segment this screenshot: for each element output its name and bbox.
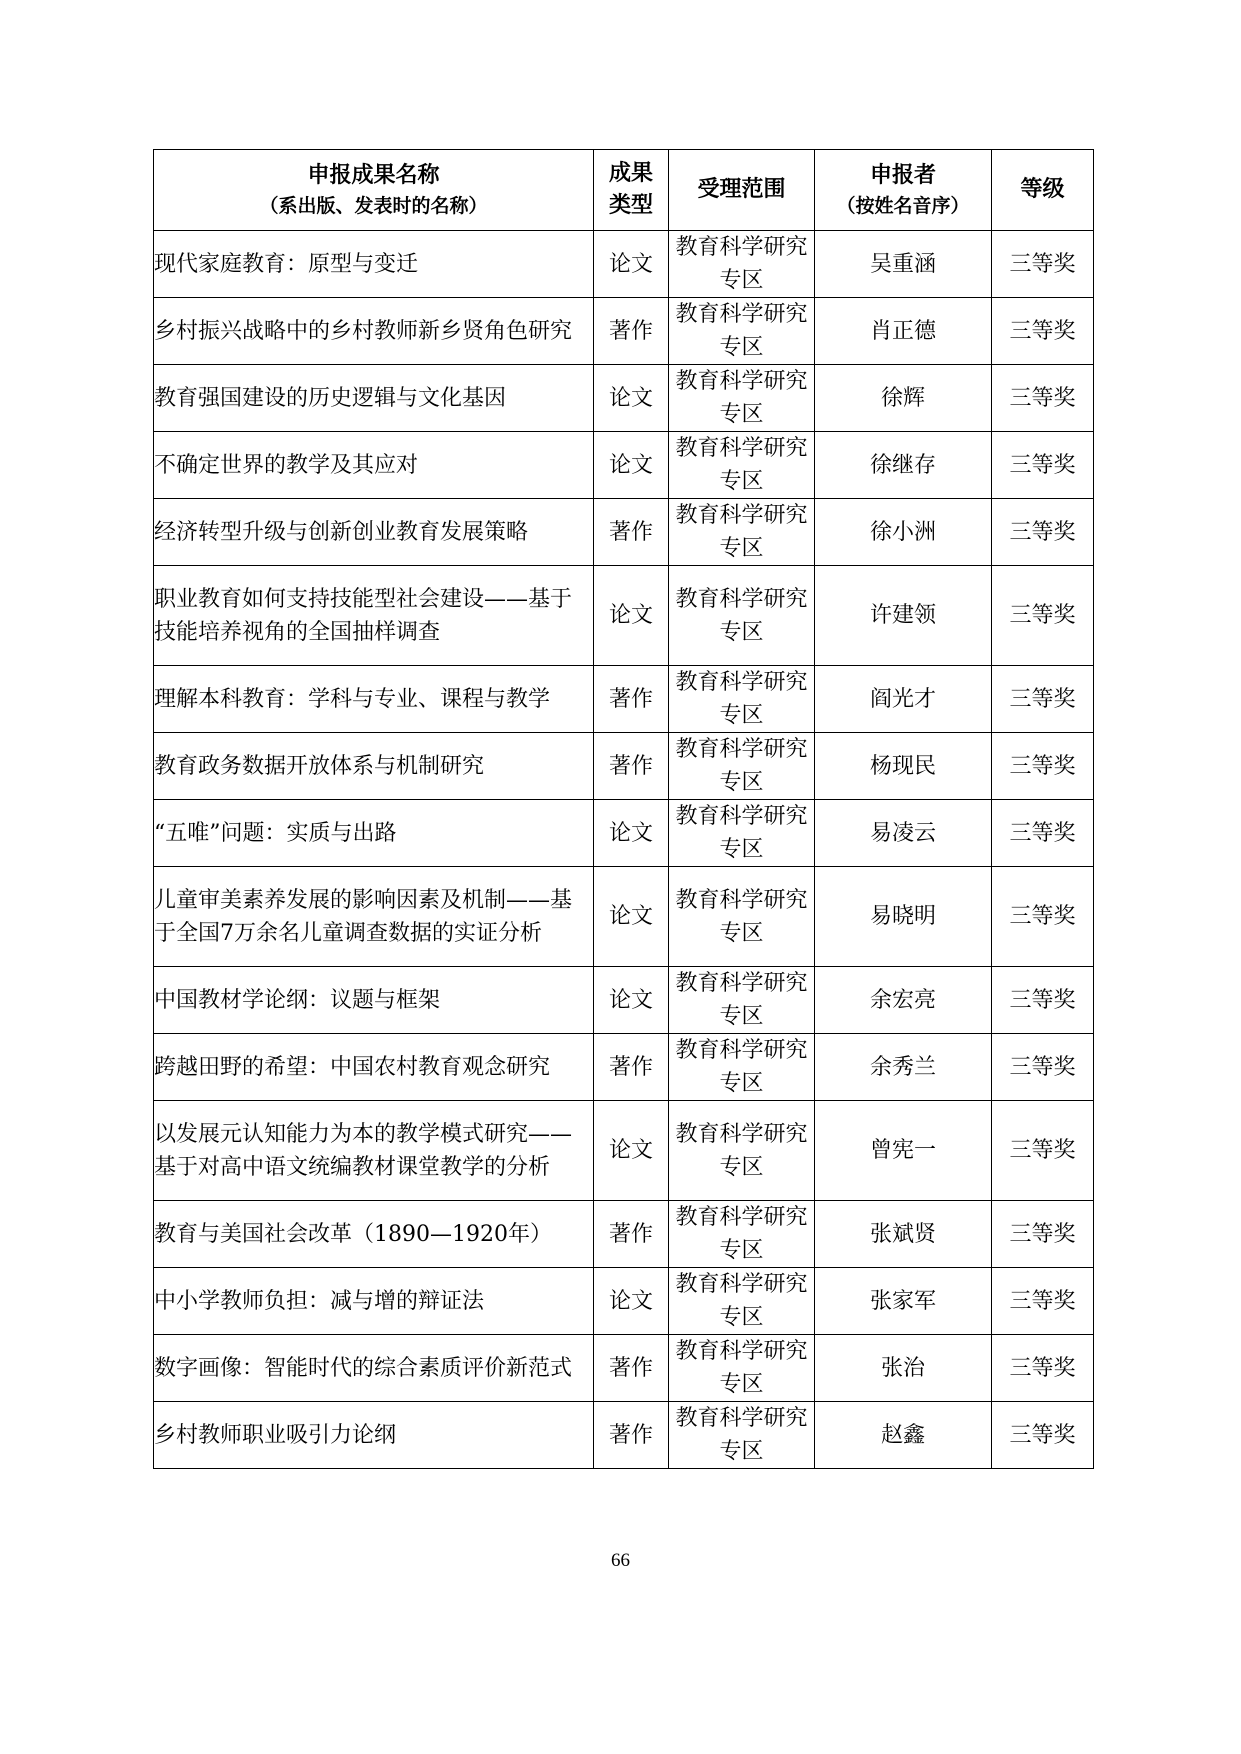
cell-type: 论文 — [594, 967, 669, 1034]
cell-type: 论文 — [594, 1268, 669, 1335]
cell-title: 乡村振兴战略中的乡村教师新乡贤角色研究 — [154, 298, 594, 365]
table-row — [154, 432, 1094, 499]
cell-grade: 三等奖 — [992, 566, 1094, 666]
cell-scope: 教育科学研究专区 — [669, 867, 815, 967]
cell-author: 张治 — [815, 1335, 992, 1402]
cell-author: 张家军 — [815, 1268, 992, 1335]
cell-type: 著作 — [594, 666, 669, 733]
cell-grade: 三等奖 — [992, 298, 1094, 365]
cell-title: 中国教材学论纲：议题与框架 — [154, 967, 594, 1034]
page-number: 66 — [611, 1550, 630, 1571]
cell-title: 教育政务数据开放体系与机制研究 — [154, 733, 594, 800]
cell-grade: 三等奖 — [992, 733, 1094, 800]
cell-author: 许建领 — [815, 566, 992, 666]
table-row — [154, 1402, 1094, 1469]
cell-title: 以发展元认知能力为本的教学模式研究——基于对高中语文统编教材课堂教学的分析 — [154, 1101, 594, 1201]
cell-type: 著作 — [594, 298, 669, 365]
table-row — [154, 365, 1094, 432]
cell-scope: 教育科学研究专区 — [669, 1335, 815, 1402]
cell-title: 教育与美国社会改革（1890—1920年） — [154, 1201, 594, 1268]
cell-type: 著作 — [594, 1402, 669, 1469]
cell-type: 论文 — [594, 566, 669, 666]
cell-title: 不确定世界的教学及其应对 — [154, 432, 594, 499]
cell-type: 著作 — [594, 1201, 669, 1268]
awards-table — [153, 149, 1094, 1469]
cell-type: 论文 — [594, 432, 669, 499]
table-row — [154, 1034, 1094, 1101]
cell-author: 徐辉 — [815, 365, 992, 432]
cell-scope: 教育科学研究专区 — [669, 298, 815, 365]
cell-author: 张斌贤 — [815, 1201, 992, 1268]
header-type-line1: 成果 — [608, 161, 653, 186]
table-header-row — [154, 150, 1094, 231]
cell-type: 论文 — [594, 800, 669, 867]
header-author-sub: （按姓名音序） — [836, 195, 970, 217]
header-title-main: 申报成果名称 — [307, 163, 440, 188]
table-row — [154, 1101, 1094, 1201]
cell-author: 吴重涵 — [815, 231, 992, 298]
cell-title: 经济转型升级与创新创业教育发展策略 — [154, 499, 594, 566]
header-title — [154, 150, 594, 231]
cell-type: 论文 — [594, 1101, 669, 1201]
cell-title: 乡村教师职业吸引力论纲 — [154, 1402, 594, 1469]
cell-title: “五唯”问题：实质与出路 — [154, 800, 594, 867]
table-row — [154, 1268, 1094, 1335]
cell-type: 著作 — [594, 499, 669, 566]
cell-title: 儿童审美素养发展的影响因素及机制——基于全国7万余名儿童调查数据的实证分析 — [154, 867, 594, 967]
cell-title: 职业教育如何支持技能型社会建设——基于技能培养视角的全国抽样调查 — [154, 566, 594, 666]
table-row — [154, 499, 1094, 566]
cell-author: 余宏亮 — [815, 967, 992, 1034]
cell-scope: 教育科学研究专区 — [669, 1268, 815, 1335]
cell-type: 著作 — [594, 733, 669, 800]
cell-grade: 三等奖 — [992, 231, 1094, 298]
cell-grade: 三等奖 — [992, 1268, 1094, 1335]
cell-author: 余秀兰 — [815, 1034, 992, 1101]
table-row — [154, 800, 1094, 867]
table-row — [154, 1201, 1094, 1268]
cell-type: 著作 — [594, 1335, 669, 1402]
cell-grade: 三等奖 — [992, 365, 1094, 432]
cell-author: 杨现民 — [815, 733, 992, 800]
cell-grade: 三等奖 — [992, 867, 1094, 967]
cell-author: 阎光才 — [815, 666, 992, 733]
cell-author: 肖正德 — [815, 298, 992, 365]
cell-scope: 教育科学研究专区 — [669, 1101, 815, 1201]
cell-scope: 教育科学研究专区 — [669, 967, 815, 1034]
cell-title: 数字画像：智能时代的综合素质评价新范式 — [154, 1335, 594, 1402]
table-row — [154, 867, 1094, 967]
cell-scope: 教育科学研究专区 — [669, 566, 815, 666]
cell-scope: 教育科学研究专区 — [669, 1034, 815, 1101]
cell-scope: 教育科学研究专区 — [669, 1402, 815, 1469]
table-row — [154, 666, 1094, 733]
table-row — [154, 967, 1094, 1034]
table-row — [154, 566, 1094, 666]
cell-type: 论文 — [594, 365, 669, 432]
cell-title: 理解本科教育：学科与专业、课程与教学 — [154, 666, 594, 733]
cell-grade: 三等奖 — [992, 967, 1094, 1034]
cell-type: 论文 — [594, 867, 669, 967]
cell-author: 徐继存 — [815, 432, 992, 499]
cell-author: 曾宪一 — [815, 1101, 992, 1201]
cell-grade: 三等奖 — [992, 432, 1094, 499]
cell-scope: 教育科学研究专区 — [669, 499, 815, 566]
cell-author: 徐小洲 — [815, 499, 992, 566]
cell-scope: 教育科学研究专区 — [669, 365, 815, 432]
table-row — [154, 733, 1094, 800]
cell-title: 跨越田野的希望：中国农村教育观念研究 — [154, 1034, 594, 1101]
cell-title: 中小学教师负担：减与增的辩证法 — [154, 1268, 594, 1335]
cell-scope: 教育科学研究专区 — [669, 432, 815, 499]
header-author — [815, 150, 992, 231]
header-grade: 等级 — [992, 150, 1094, 231]
cell-scope: 教育科学研究专区 — [669, 666, 815, 733]
cell-author: 易凌云 — [815, 800, 992, 867]
cell-grade: 三等奖 — [992, 1034, 1094, 1101]
cell-scope: 教育科学研究专区 — [669, 800, 815, 867]
cell-grade: 三等奖 — [992, 499, 1094, 566]
cell-type: 论文 — [594, 231, 669, 298]
header-type — [594, 150, 669, 231]
cell-grade: 三等奖 — [992, 1201, 1094, 1268]
cell-type: 著作 — [594, 1034, 669, 1101]
cell-scope: 教育科学研究专区 — [669, 231, 815, 298]
cell-author: 赵鑫 — [815, 1402, 992, 1469]
header-title-sub: （系出版、发表时的名称） — [259, 195, 488, 217]
cell-scope: 教育科学研究专区 — [669, 733, 815, 800]
header-author-main: 申报者 — [869, 163, 936, 188]
cell-grade: 三等奖 — [992, 1402, 1094, 1469]
table-row — [154, 231, 1094, 298]
table-row — [154, 298, 1094, 365]
cell-title: 教育强国建设的历史逻辑与文化基因 — [154, 365, 594, 432]
cell-grade: 三等奖 — [992, 1335, 1094, 1402]
cell-scope: 教育科学研究专区 — [669, 1201, 815, 1268]
cell-grade: 三等奖 — [992, 800, 1094, 867]
cell-title: 现代家庭教育：原型与变迁 — [154, 231, 594, 298]
header-type-line2: 类型 — [608, 193, 653, 218]
cell-grade: 三等奖 — [992, 666, 1094, 733]
cell-author: 易晓明 — [815, 867, 992, 967]
table-row — [154, 1335, 1094, 1402]
cell-grade: 三等奖 — [992, 1101, 1094, 1201]
header-scope: 受理范围 — [669, 150, 815, 231]
